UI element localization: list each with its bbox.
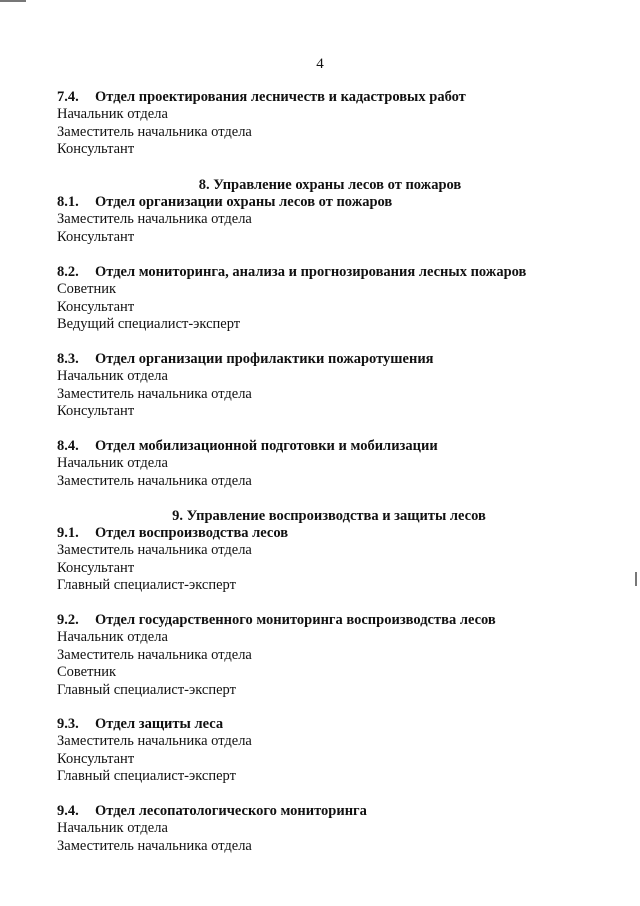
department-name: Отдел мобилизационной подготовки и мобилизации xyxy=(95,438,438,454)
position-item: Заместитель начальника отдела xyxy=(57,733,252,749)
department-block xyxy=(57,715,627,786)
department-number: 8.1. xyxy=(57,194,79,210)
position-item: Начальник отдела xyxy=(57,455,168,471)
position-item: Начальник отдела xyxy=(57,629,168,645)
position-item: Заместитель начальника отдела xyxy=(57,837,252,854)
position-item: Заместитель начальника отдела xyxy=(57,123,252,140)
department-number: 7.4. xyxy=(57,89,79,105)
department-number: 8.2. xyxy=(57,264,79,280)
position-item: Консультант xyxy=(57,403,135,419)
department-name: Отдел защиты леса xyxy=(95,716,224,732)
department-title xyxy=(57,524,627,542)
position-item: Главный специалист-эксперт xyxy=(57,577,236,593)
position-item: Начальник отдела xyxy=(57,820,168,836)
department-name: Отдел проектирования лесничеств и кадастровых работ xyxy=(95,89,466,105)
department-block xyxy=(57,193,627,246)
department-name: Отдел лесопатологического мониторинга xyxy=(95,803,367,819)
department-title xyxy=(57,193,627,211)
position-item: Консультант xyxy=(57,559,135,576)
department-title xyxy=(57,715,627,733)
position-item: Консультант xyxy=(57,141,135,157)
position-item: Начальник отдела xyxy=(57,106,168,122)
position-item: Ведущий специалист-эксперт xyxy=(57,316,241,332)
department-title xyxy=(57,350,627,368)
department-name: Отдел государственного мониторинга воспроизводства лесов xyxy=(95,612,496,628)
department-title xyxy=(57,88,627,106)
position-item: Заместитель начальника отдела xyxy=(57,472,252,489)
position-item: Советник xyxy=(57,281,117,297)
department-block xyxy=(57,524,627,595)
position-item: Консультант xyxy=(57,750,135,767)
department-name: Отдел организации охраны лесов от пожаров xyxy=(95,194,393,210)
position-item: Советник xyxy=(57,664,117,680)
position-item: Консультант xyxy=(57,228,135,245)
position-item: Главный специалист-эксперт xyxy=(57,768,236,784)
position-item: Заместитель начальника отдела xyxy=(57,646,252,663)
department-title xyxy=(57,263,627,281)
scan-artifact-right-edge xyxy=(635,572,637,586)
department-title xyxy=(57,437,627,455)
position-item: Начальник отдела xyxy=(57,368,168,384)
position-item: Заместитель начальника отдела xyxy=(57,542,252,558)
position-item: Заместитель начальника отдела xyxy=(57,211,252,227)
section-heading: 8. Управление охраны лесов от пожаров xyxy=(198,177,462,193)
position-item: Консультант xyxy=(57,298,135,315)
section-heading: 9. Управление воспроизводства и защиты лесов xyxy=(172,508,486,524)
department-block xyxy=(57,350,627,421)
position-item: Заместитель начальника отдела xyxy=(57,385,252,402)
department-title xyxy=(57,802,627,820)
scan-artifact-top-left xyxy=(0,0,26,2)
department-number: 9.3. xyxy=(57,716,79,732)
department-block xyxy=(57,611,627,699)
department-number: 8.3. xyxy=(57,351,79,367)
department-number: 9.1. xyxy=(57,525,79,541)
department-block xyxy=(57,437,627,490)
department-number: 9.4. xyxy=(57,803,79,819)
department-block xyxy=(57,263,627,334)
department-block xyxy=(57,802,627,855)
department-number: 9.2. xyxy=(57,612,79,628)
department-block xyxy=(57,88,627,159)
department-name: Отдел организации профилактики пожаротушения xyxy=(95,351,434,367)
department-name: Отдел воспроизводства лесов xyxy=(95,525,289,541)
position-item: Главный специалист-эксперт xyxy=(57,681,236,698)
department-name: Отдел мониторинга, анализа и прогнозирования лесных пожаров xyxy=(95,264,527,280)
page-number: 4 xyxy=(316,56,324,72)
department-title xyxy=(57,611,627,629)
department-number: 8.4. xyxy=(57,438,79,454)
